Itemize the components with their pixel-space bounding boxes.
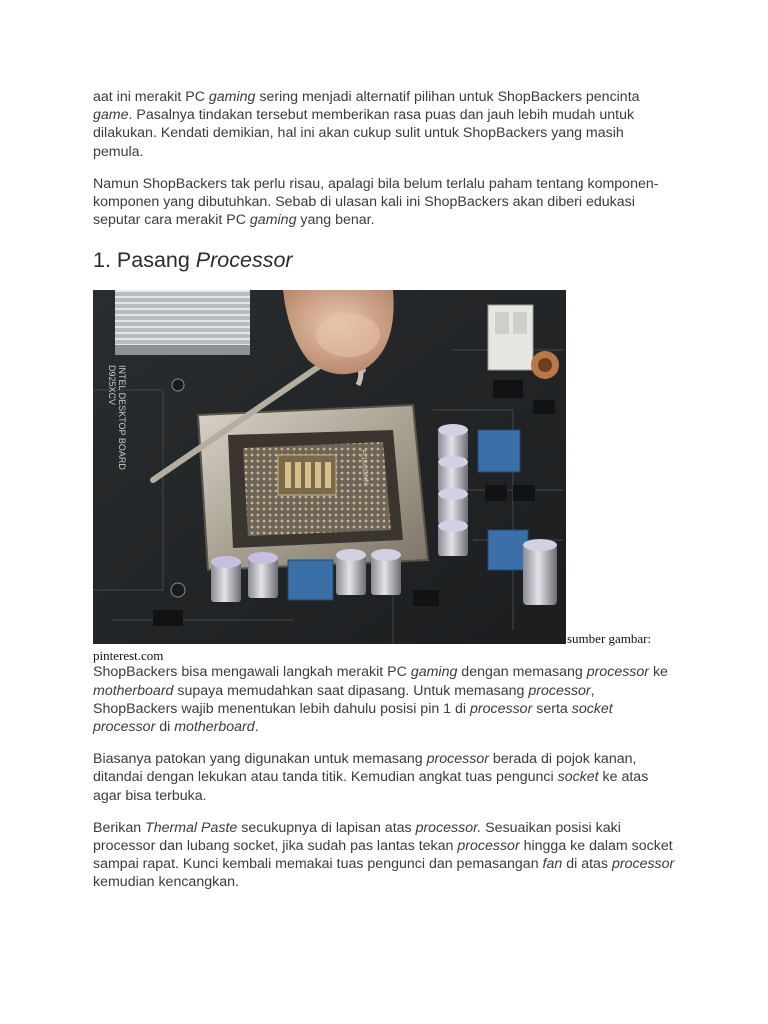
text-run: Biasanya patokan yang digunakan untuk memasang — [93, 751, 427, 768]
text-run: Namun ShopBackers tak perlu risau, apalagi bila belum terlalu paham tentang komponen-komponen yang dibutuhkan. Sebab di ulasan kali ini ShopBackers akan diberi edukasi seputar cara merakit PC — [93, 175, 659, 229]
board-model-text: D925XCV — [107, 365, 117, 406]
text-run: yang benar. — [296, 212, 375, 229]
socket-brand-text: FOXCONN — [359, 449, 370, 486]
italic-term: processor. — [415, 819, 482, 836]
figure — [93, 290, 678, 647]
italic-term: gaming — [249, 212, 297, 229]
text-run: secukupnya di lapisan atas — [237, 819, 416, 836]
text-run: supaya memudahkan saat dipasang. Untuk memasang — [173, 682, 529, 699]
text-run: Berikan — [93, 819, 146, 836]
image-source-caption-label: sumber gambar: — [567, 631, 652, 647]
text-run: ShopBackers bisa mengawali langkah merakit PC — [93, 664, 411, 681]
italic-term: Thermal Paste — [145, 819, 238, 836]
text-run: aat ini merakit PC — [93, 89, 209, 105]
italic-term: fan — [542, 856, 563, 873]
text-run: , ShopBackers wajib menentukan lebih dahulu posisi pin 1 di — [93, 682, 595, 717]
italic-term: processor — [528, 682, 591, 699]
text-run: . — [254, 719, 259, 736]
text-run: berada di pojok kanan, ditandai dengan lekukan atau tanda titik. Kemudian angkat tuas pengunci — [93, 751, 637, 786]
intro-paragraph-1 — [93, 88, 678, 161]
text-run: di atas — [562, 856, 612, 873]
board-label-text: INTEL DESKTOP BOARD — [117, 365, 127, 471]
body-paragraph-1 — [93, 663, 678, 736]
italic-term: gaming — [208, 89, 256, 105]
italic-term: motherboard — [93, 682, 174, 699]
section-heading-number: 1. Pasang — [93, 248, 196, 273]
italic-term: processor — [611, 856, 675, 873]
section-heading-title: Processor — [195, 248, 293, 273]
italic-term: socket processor — [93, 700, 613, 736]
image-source-caption-url: pinterest.com — [93, 648, 164, 664]
text-run: serta — [532, 700, 572, 717]
text-run: . Pasalnya tindakan tersebut memberikan rasa puas dan jauh lebih mudah untuk dilakukan. Kendati demikian, hal ini akan cukup sulit untuk ShopBackers yang masih pemula. — [93, 107, 635, 160]
text-run: dengan memasang — [457, 664, 587, 681]
italic-term: game — [93, 107, 129, 124]
article — [93, 88, 678, 892]
italic-term: processor — [457, 838, 520, 855]
italic-term: processor — [586, 664, 650, 681]
text-run: ke atas agar bisa terbuka. — [93, 769, 649, 804]
text-run: kemudian kencangkan. — [93, 874, 239, 891]
italic-term: gaming — [410, 664, 458, 681]
motherboard-cpu-socket-photo — [93, 290, 566, 644]
text-run: ke — [649, 664, 668, 681]
text-run: di — [155, 719, 175, 736]
text-run: Sesuaikan posisi kaki processor dan lubang socket, jika sudah pas lantas tekan — [93, 819, 621, 855]
italic-term: processor — [470, 700, 533, 717]
intro-paragraph-2 — [93, 175, 678, 230]
italic-term: motherboard — [174, 719, 255, 736]
italic-term: socket — [557, 769, 599, 786]
italic-term: processor — [426, 751, 489, 768]
text-run: hingga ke dalam socket sampai rapat. Kunci kembali memakai tuas pengunci dan pemasangan — [93, 838, 673, 873]
body-paragraph-2 — [93, 750, 678, 805]
body-paragraph-3 — [93, 819, 678, 892]
section-heading — [93, 247, 678, 273]
text-run: sering menjadi alternatif pilihan untuk ShopBackers pencinta — [255, 89, 640, 105]
